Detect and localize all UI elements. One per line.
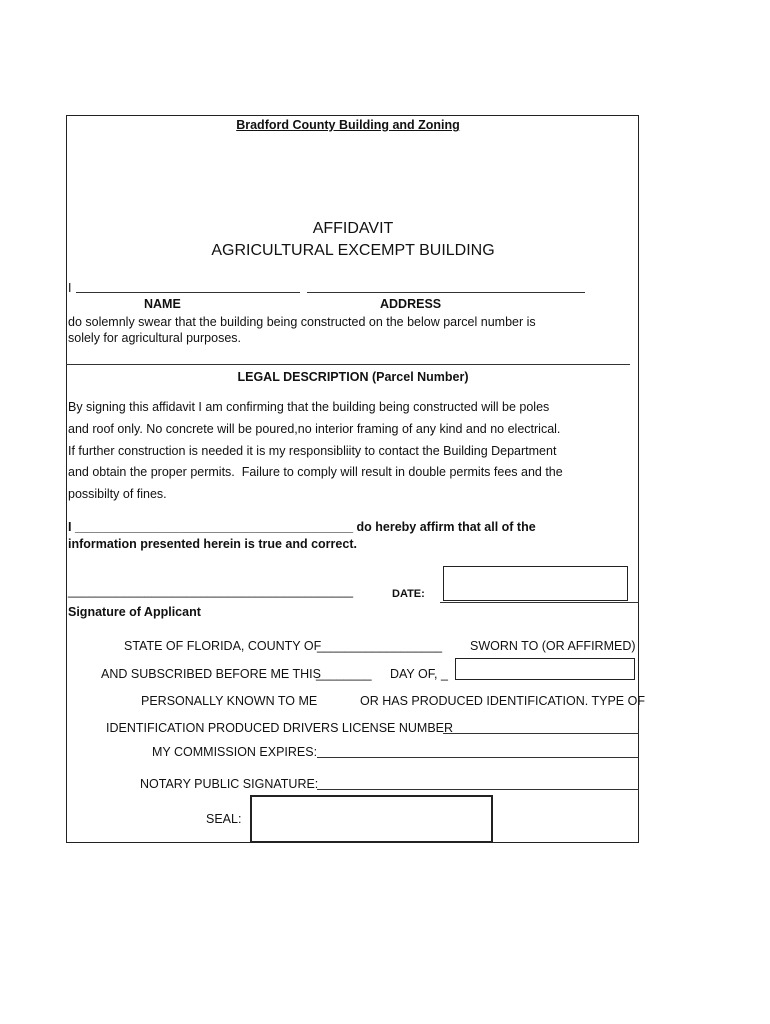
date-underline (440, 602, 639, 603)
signature-label: Signature of Applicant (68, 605, 201, 619)
intro-i: I (68, 281, 72, 295)
notary-signature-label: NOTARY PUBLIC SIGNATURE: (140, 777, 319, 791)
day-of-label: DAY OF, _ (390, 667, 448, 681)
name-label: NAME (144, 297, 181, 311)
body-line-2: and roof only. No concrete will be poured,no interior framing of any kind and no electrical. (68, 422, 561, 436)
date-input-box[interactable] (443, 566, 628, 601)
body-line-5: possibilty of fines. (68, 487, 167, 501)
date-label: DATE: (392, 588, 425, 600)
affirm-line-2: information presented herein is true and correct. (68, 537, 357, 551)
county-header: Bradford County Building and Zoning (236, 118, 460, 132)
personally-known-label: PERSONALLY KNOWN TO ME (141, 694, 318, 708)
form-subtitle: AGRICULTURAL EXCEMPT BUILDING (211, 242, 495, 259)
county-blank[interactable]: __________________ (317, 639, 443, 653)
state-county-label: STATE OF FLORIDA, COUNTY OF (124, 639, 322, 653)
legal-description-label: LEGAL DESCRIPTION (Parcel Number) (237, 370, 469, 384)
address-label: ADDRESS (380, 297, 442, 311)
subscribed-label: AND SUBSCRIBED BEFORE ME THIS (101, 667, 321, 681)
license-number-line[interactable] (443, 733, 639, 734)
form-title: AFFIDAVIT (312, 220, 394, 237)
swear-line-1: do solemnly swear that the building being constructed on the below parcel number is (68, 315, 536, 329)
day-blank[interactable]: ________ (316, 667, 372, 681)
produced-id-label: OR HAS PRODUCED IDENTIFICATION. TYPE OF (360, 694, 645, 708)
month-year-input-box[interactable] (455, 658, 635, 680)
affirm-line-1: I ________________________________________ do hereby affirm that all of the (68, 520, 536, 534)
body-line-3: If further construction is needed it is my responsibliity to contact the Building Department (68, 444, 557, 458)
notary-signature-line[interactable] (317, 789, 639, 790)
swear-line-2: solely for agricultural purposes. (68, 331, 241, 345)
sworn-label: SWORN TO (OR AFFIRMED) (470, 639, 636, 653)
address-field-line[interactable] (307, 292, 585, 293)
body-line-1: By signing this affidavit I am confirming that the building being constructed will be poles (68, 400, 550, 414)
seal-box[interactable] (250, 795, 493, 843)
signature-line[interactable]: _________________________________________ (68, 584, 354, 598)
seal-label: SEAL: (206, 812, 242, 826)
id-produced-label: IDENTIFICATION PRODUCED DRIVERS LICENSE NUMBER (106, 721, 454, 735)
name-field-line[interactable] (76, 292, 300, 293)
legal-description-line[interactable] (66, 364, 630, 365)
body-line-4: and obtain the proper permits. Failure to comply will result in double permits fees and the (68, 465, 563, 479)
commission-expires-line[interactable] (317, 757, 639, 758)
commission-expires-label: MY COMMISSION EXPIRES: (152, 745, 318, 759)
